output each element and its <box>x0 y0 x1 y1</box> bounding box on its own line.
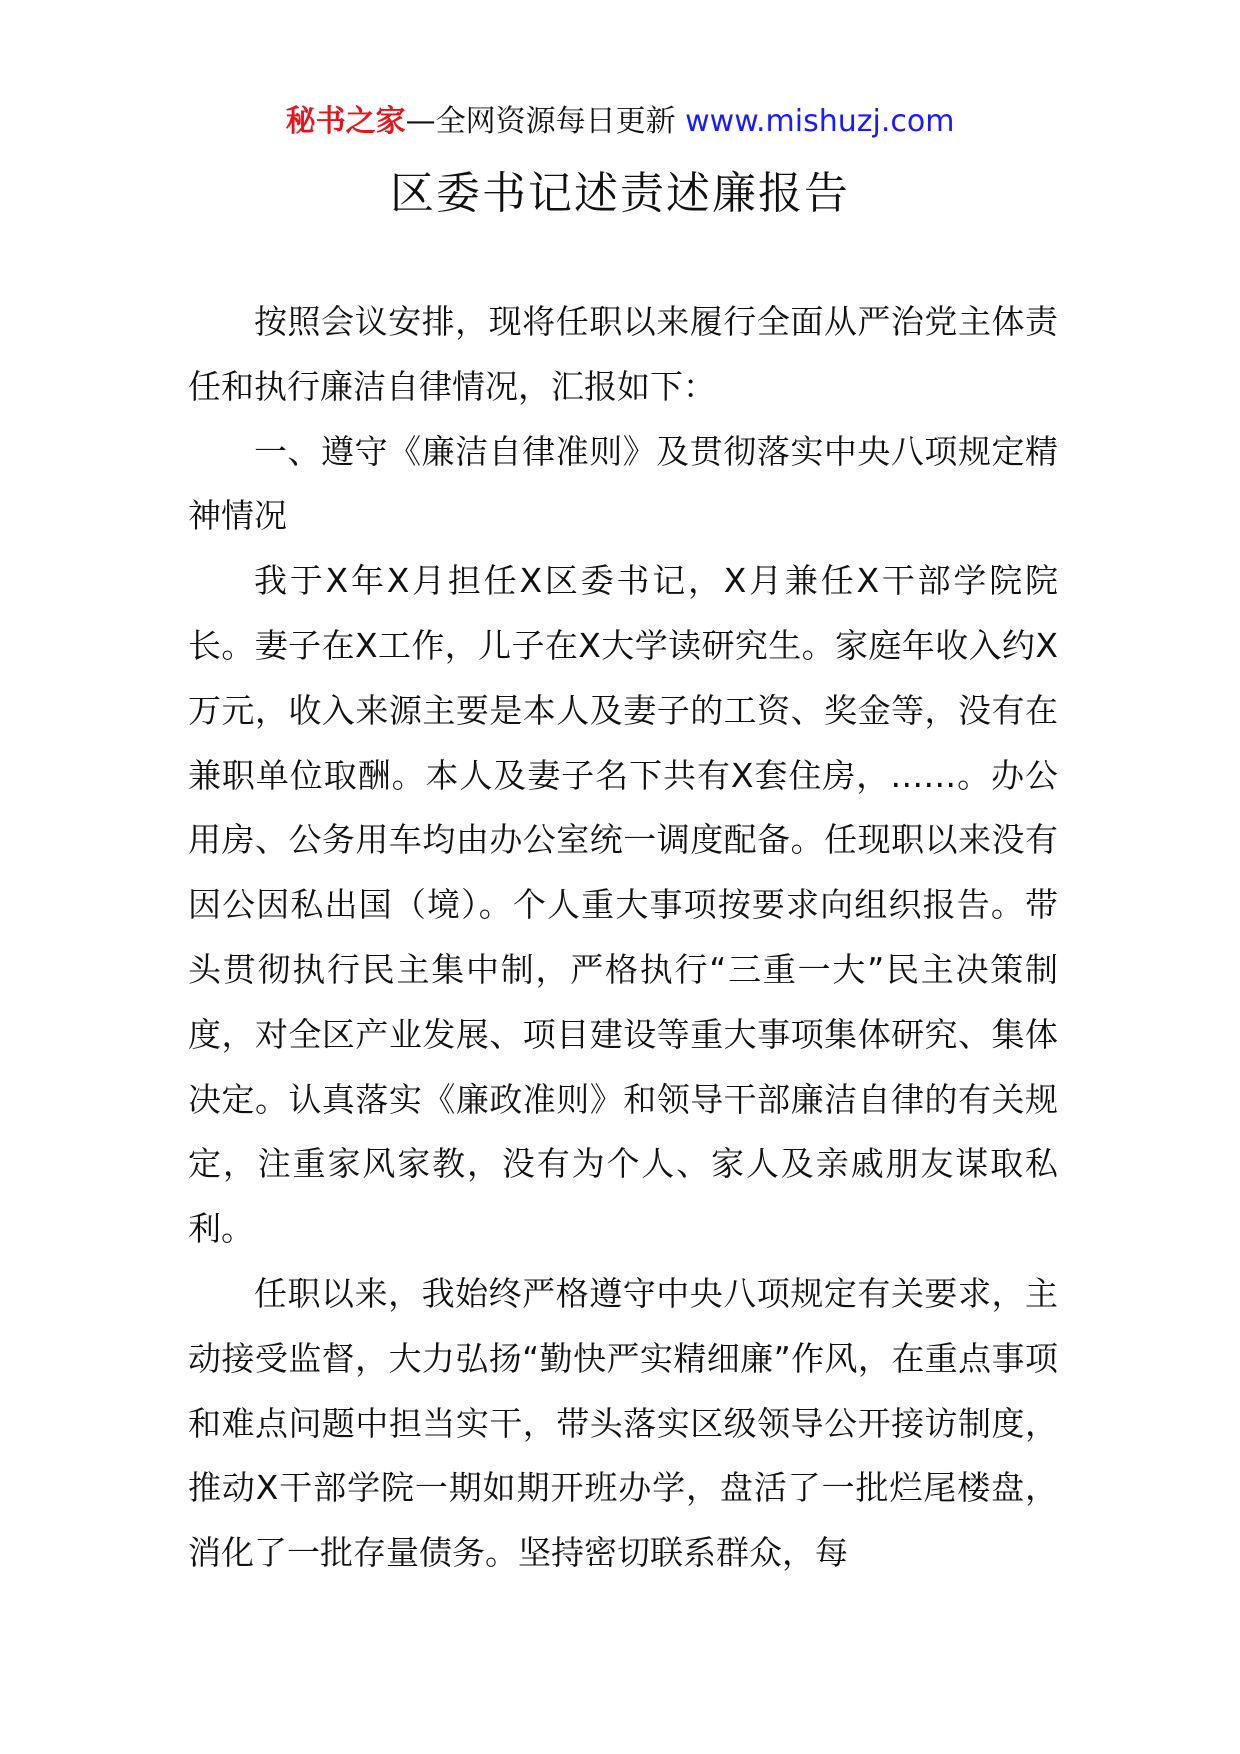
site-header-banner <box>0 100 1240 144</box>
document-title: 区委书记述责述廉报告 <box>390 168 850 219</box>
document-body <box>188 290 1058 1586</box>
site-brand: 秘书之家 <box>285 104 406 139</box>
paragraph-conduct: 任职以来，我始终严格遵守中央八项规定有关要求，主动接受监督，大力弘扬“勤快严实精细廉”作风，在重点事项和难点问题中担当实干，带头落实区级领导公开接访制度，推动X干部学院一期如期开班办学，盘活了一批烂尾楼盘，消化了一批存量债务。坚持密切联系群众，每 <box>188 1273 1058 1573</box>
paragraph-intro: 按照会议安排，现将任职以来履行全面从严治党主体责任和执行廉洁自律情况，汇报如下： <box>188 302 1058 406</box>
section-heading-1: 一、遵守《廉洁自律准则》及贯彻落实中央八项规定精神情况 <box>188 431 1058 536</box>
paragraph-personal-info: 我于X年X月担任X区委书记，X月兼任X干部学院院长。妻子在X工作，儿子在X大学读研究生。家庭年收入约X万元，收入来源主要是本人及妻子的工资、奖金等，没有在兼职单位取酬。本人及妻子名下共有X套住房，……。办公用房、公务用车均由办公室统一调度配备。任现职以来没有因公因私出国（境）。个人重大事项按要求向组织报告。带头贯彻执行民主集中制，严格执行“三重一大”民主决策制度，对全区产业发展、项目建设等重大事项集体研究、集体决定。认真落实《廉政准则》和领导干部廉洁自律的有关规定，注重家风家教，没有为个人、家人及亲戚朋友谋取私利。 <box>188 561 1058 1249</box>
site-tagline: —全网资源每日更新 <box>405 104 686 139</box>
site-url-link[interactable]: www.mishuzj.com <box>685 104 955 139</box>
